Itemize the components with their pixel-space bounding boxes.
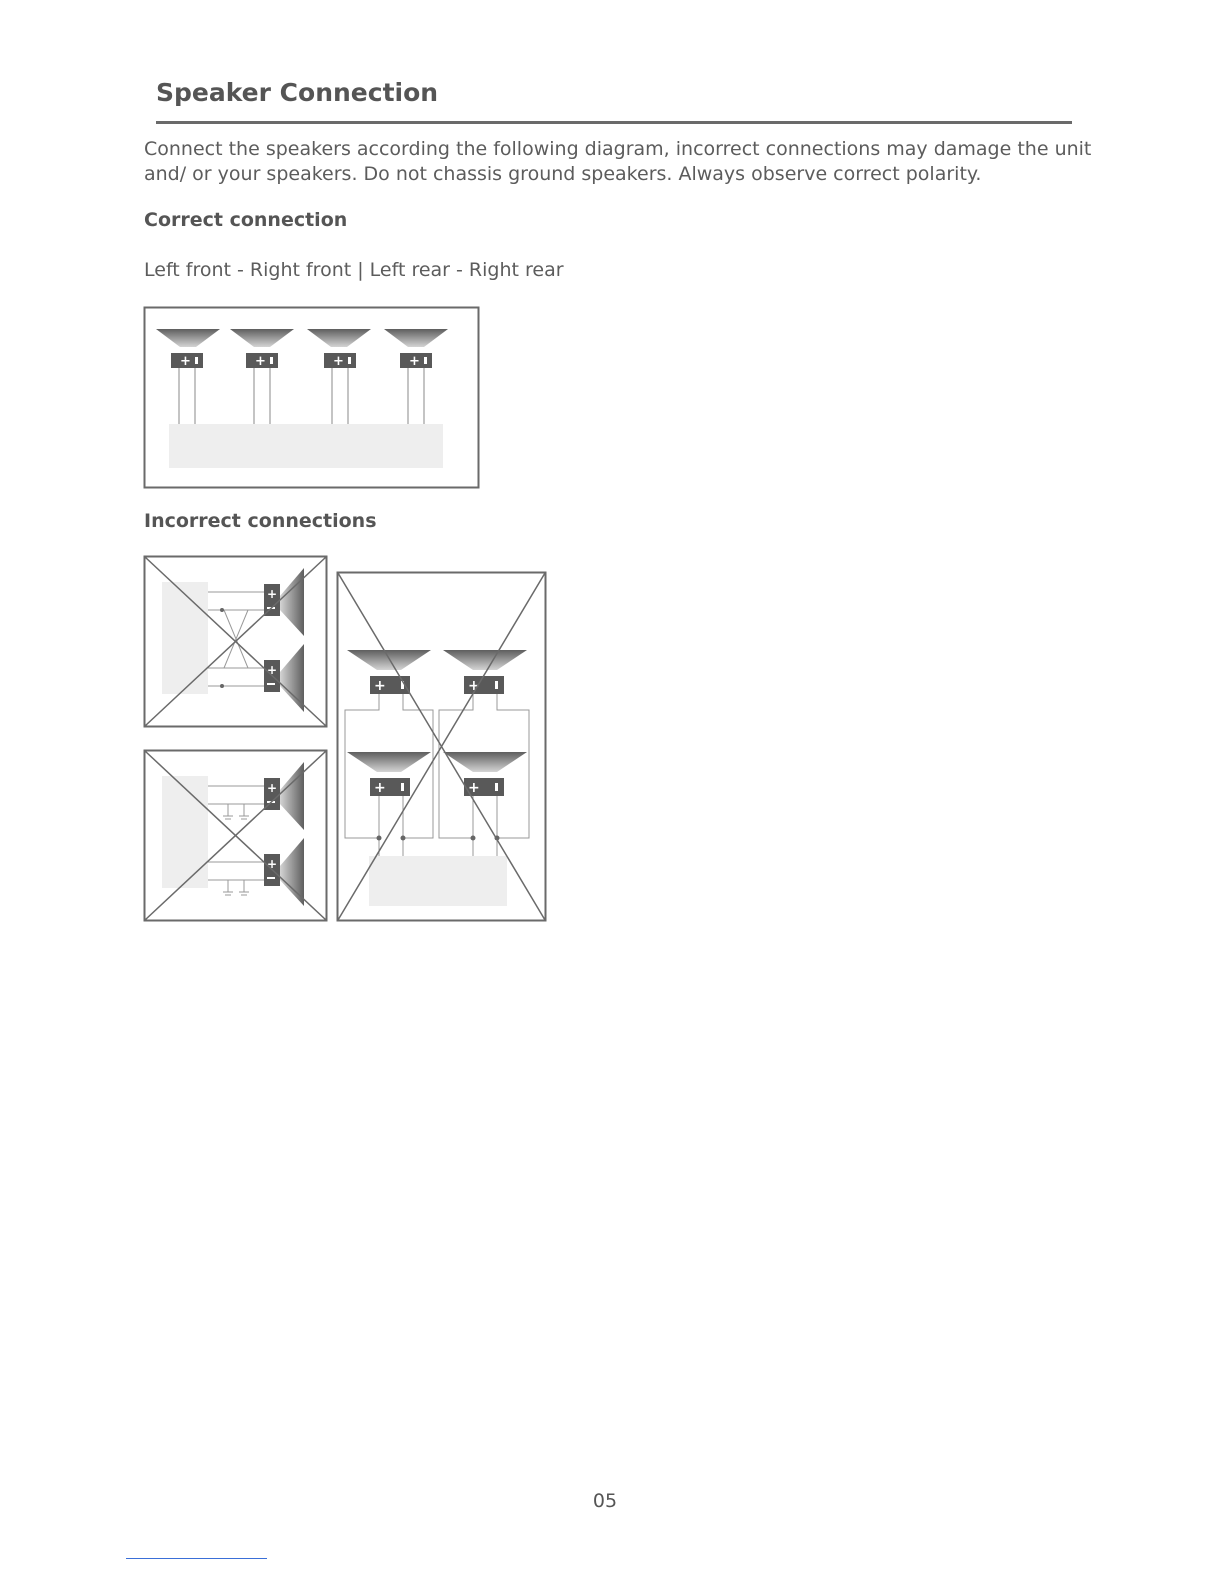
svg-text:+: +	[409, 354, 420, 369]
svg-text:+: +	[255, 354, 266, 369]
svg-text:+: +	[374, 780, 386, 796]
svg-text:+: +	[374, 678, 386, 694]
page-number: 05	[592, 1490, 618, 1512]
incorrect-connections-heading: Incorrect connections	[144, 510, 377, 532]
incorrect-diagram-crossed-wires	[144, 556, 328, 728]
svg-text:+: +	[180, 354, 191, 369]
title-divider	[156, 121, 1072, 124]
svg-text:+: +	[267, 663, 278, 677]
page-title: Speaker Connection	[156, 78, 439, 107]
incorrect-diagram-shared-wiring	[337, 572, 547, 922]
correct-connection-subtitle: Left front - Right front | Left rear - Right rear	[144, 259, 564, 281]
correct-connection-diagram	[144, 307, 479, 488]
footer-link-line	[126, 1558, 267, 1559]
svg-text:+: +	[468, 780, 480, 796]
svg-text:+: +	[267, 587, 278, 601]
svg-text:+: +	[468, 678, 480, 694]
incorrect-diagram-chassis-ground	[144, 750, 328, 922]
svg-text:+: +	[267, 857, 278, 871]
correct-connection-heading: Correct connection	[144, 209, 348, 231]
intro-paragraph: Connect the speakers according the following diagram, incorrect connections may damage the unit and/ or your speakers. Do not chassis ground speakers. Always observe correct polarity.	[144, 138, 1092, 185]
svg-text:+: +	[267, 781, 278, 795]
svg-text:+: +	[333, 354, 344, 369]
